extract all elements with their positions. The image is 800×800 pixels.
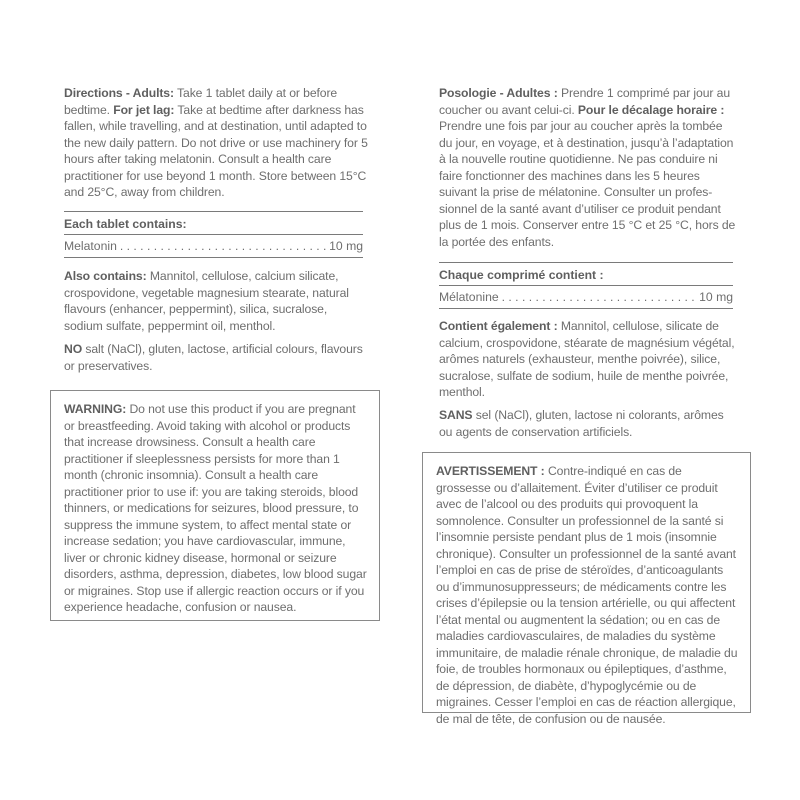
composition-heading: Each tablet contains:	[64, 212, 363, 235]
posologie-label: Posologie - Adultes :	[439, 86, 558, 100]
avertissement-text: Contre-indiqué en cas de grossesse ou d’allaitement. Éviter d’utiliser ce produit avec de l’alcool ou des produits qui provoquent la somnolence. Consulter un professionnel de la santé si l’insomnie persiste pendant plus de 1 mois (insomnie chronique). Consulter un professionnel de la santé avant l’emploi en cas de prise de stéroïdes, d’anticoagulants ou d’immunosuppresseurs; de médicaments contre les crises d’épilepsie ou la tension artérielle, ou qui affectent l’état mental ou augmentent la sédation; ou en cas de maladies cardiovasculaires, de maladies du système immunitaire, de maladie rénale chronique, de maladie du foie, de troubles hormonaux ou épileptiques, d’asthme, de dépression, de diabète, d’hypoglycémie ou de migraines. Cesser l’emploi en cas de réaction allergique, de mal de tête, de confusion ou de nausée.	[436, 464, 738, 726]
ingredient-amount-fr: 10 mg	[699, 290, 733, 304]
free-of-label: NO	[64, 342, 83, 356]
decalage-horaire-text: Prendre une fois par jour au coucher après la tombée du jour, en voyage, et à destination, jusqu’à l’adaptation à la nouvelle routine quotidienne. Ne pas conduire ni faire fonctionner des machines dans les 5 heures suivant la prise de mélatonine. Consulter un professionnel de la santé avant d’utiliser ce produit pendant plus de 1 mois. Conserver entre 15 °C et 25 °C, hors de la portée des enfants.	[439, 119, 736, 249]
sans-text: sel (NaCl), gluten, lactose ni colorants, arômes ou agents de conservation artificiels.	[439, 408, 724, 439]
composition-heading-fr: Chaque comprimé contient :	[439, 263, 733, 286]
posologie-paragraph	[439, 85, 739, 250]
also-contains-paragraph	[64, 268, 364, 334]
decalage-horaire-label: Pour le décalage horaire :	[577, 102, 725, 117]
warning-paragraph	[64, 401, 367, 616]
contient-egalement-paragraph	[439, 318, 739, 401]
composition-row	[64, 235, 363, 257]
warning-box	[50, 390, 380, 621]
also-contains-text: Mannitol, cellulose, calcium silicate, crospovidone, vegetable magnesium stearate, natural flavours (enhancer, peppermint), silica, sucralose, sodium sulfate, peppermint oil, menthol.	[64, 269, 349, 333]
also-contains-label: Also contains:	[64, 269, 147, 283]
directions-label: Directions - Adults:	[64, 86, 174, 100]
contient-egalement-label: Contient également :	[439, 319, 558, 333]
contient-egalement-text: Mannitol, cellulose, silicate de calcium, crospovidone, stéarate de magnésium végétal, arômes naturels (exhausteur, menthe poivrée), silice, sucralose, sulfate de sodium, huile de menthe poivrée, menthol.	[439, 319, 735, 399]
jet-lag-text: Take at bedtime after darkness has fallen, while travelling, and at destination, until adapted to the new daily pattern. Do not drive or use machinery for 5 hours after taking melatonin. Consult a health care practitioner for use beyond 1 month. Store between 15°C and 25°C, away from children.	[64, 102, 368, 199]
avertissement-paragraph	[436, 463, 738, 727]
composition-row-fr	[439, 286, 733, 308]
warning-label: WARNING:	[64, 402, 127, 416]
sans-label: SANS	[439, 408, 473, 422]
avertissement-box	[422, 452, 751, 726]
composition-table	[64, 211, 363, 258]
avertissement-label: AVERTISSEMENT :	[436, 464, 545, 478]
dot-leader	[120, 238, 326, 254]
warning-text: Do not use this product if you are pregnant or breastfeeding. Avoid taking with alcohol or products that increase drowsiness. Consult a health care practitioner if sleeplessness persists for more than 1 month (chronic insomnia). Consult a health care practitioner prior to use if: you are taking steroids, blood thinners, or medications for seizures, blood pressure, to suppress the immune system, to affect mental state or increase sedation; you have cardiovascular, immune, liver or chronic kidney disease, hormonal or seizure disorders, asthma, depression, diabetes, low blood sugar or migraines. Stop use if allergic reaction occurs or if you experience headache, confusion or nausea.	[64, 402, 367, 614]
ingredient-amount: 10 mg	[329, 239, 363, 253]
sans-paragraph	[439, 407, 739, 440]
free-of-paragraph	[64, 341, 364, 374]
ingredient-name: Melatonin	[64, 239, 117, 253]
dot-leader-fr	[502, 289, 697, 305]
directions-text: Take 1 tablet daily at or before bedtime.	[64, 86, 338, 117]
free-of-text: salt (NaCl), gluten, lactose, artificial colours, flavours or preservatives.	[64, 342, 363, 373]
jet-lag-label: For jet lag:	[113, 102, 175, 117]
ingredient-name-fr: Mélatonine	[439, 290, 499, 304]
directions-paragraph	[64, 85, 369, 201]
composition-table-fr	[439, 262, 733, 309]
posologie-text: Prendre 1 comprimé par jour au coucher ou avant celui-ci.	[439, 86, 731, 117]
